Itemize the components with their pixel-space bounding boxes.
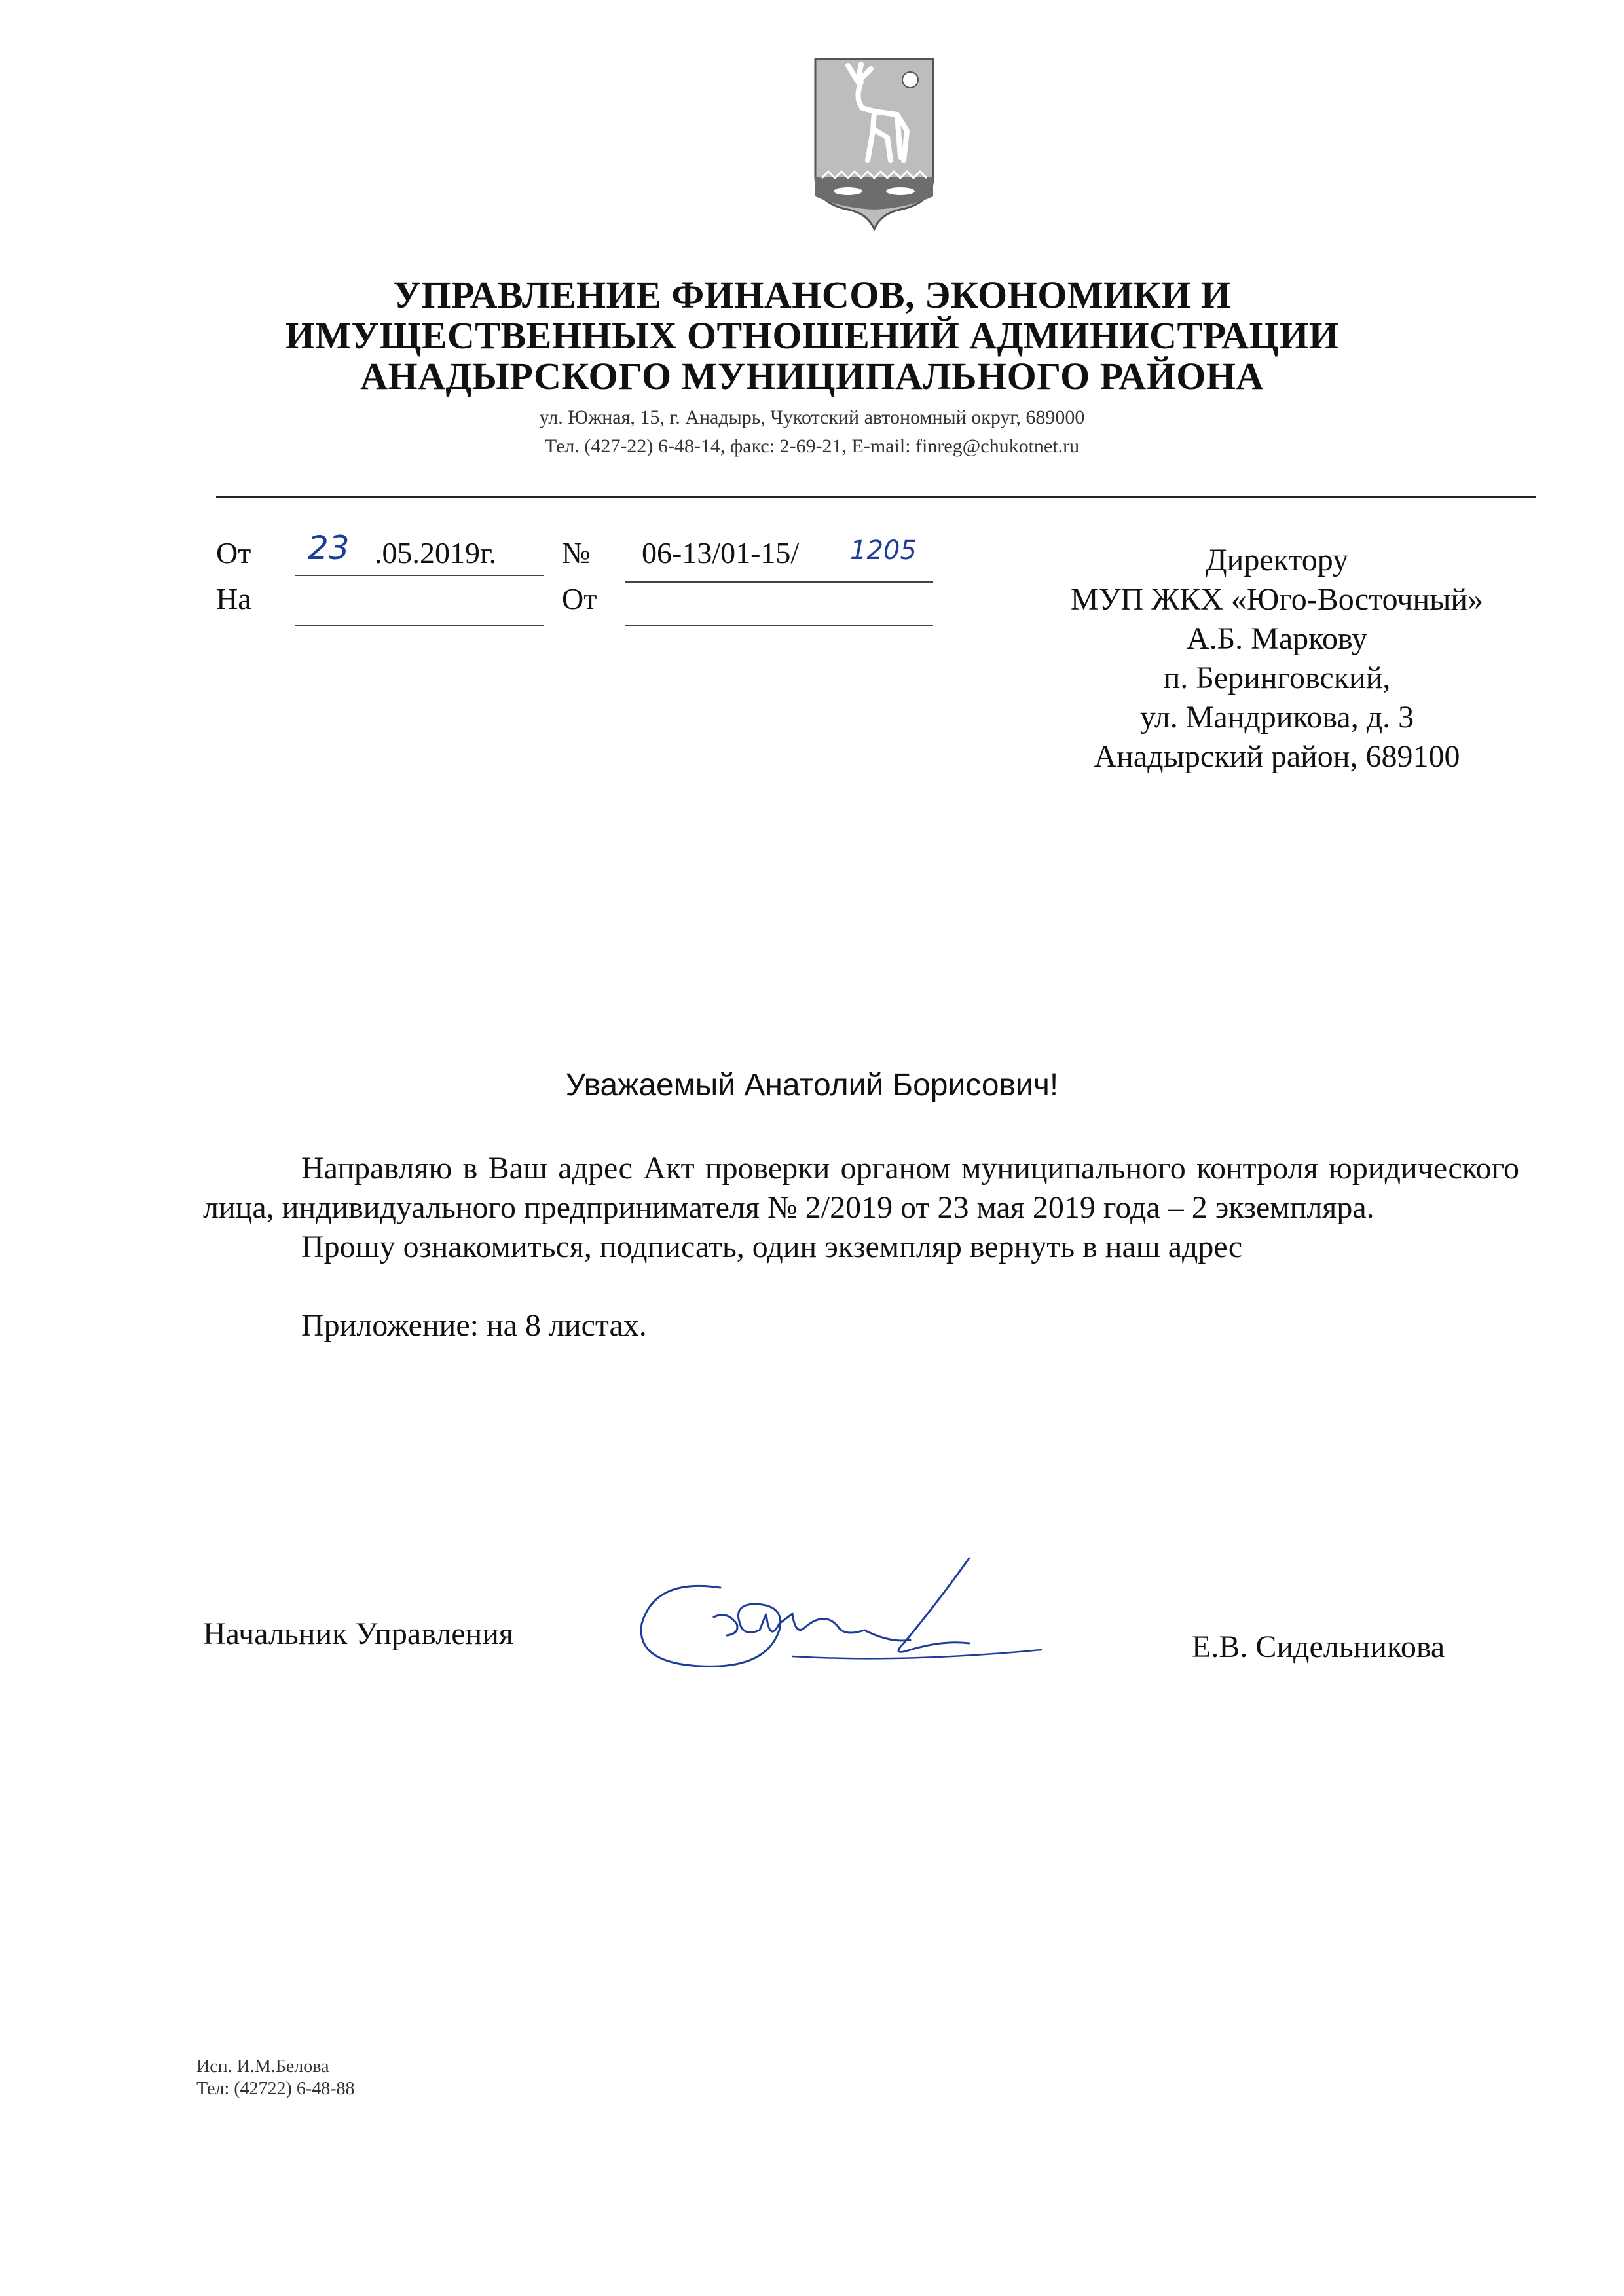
reg-number-printed: 06-13/01-15/	[642, 536, 800, 570]
reg-from-line-2	[625, 625, 933, 626]
recipient-line-4: п. Беринговский,	[1163, 661, 1391, 695]
handwritten-signature	[629, 1552, 1048, 1702]
reg-from-label-2: От	[562, 582, 597, 615]
reg-from-label: От	[216, 536, 251, 570]
body-paragraph-1: Направляю в Ваш адрес Акт проверки органом муниципального контроля юридического лица, индивидуального предпринимателя № 2/2019 от 23 мая 2019 года – 2 экземпляра.	[203, 1151, 1519, 1225]
header-divider	[216, 496, 1536, 498]
reg-date-handwritten: 23	[308, 529, 350, 567]
org-title-line-3: АНАДЫРСКОГО МУНИЦИПАЛЬНОГО РАЙОНА	[360, 355, 1264, 397]
recipient-line-2: МУП ЖКХ «Юго-Восточный»	[1070, 582, 1484, 617]
letter-body	[203, 1149, 1519, 1345]
reg-date-line	[295, 575, 544, 576]
reg-number-handwritten: 1205	[850, 536, 917, 566]
recipient-line-6: Анадырский район, 689100	[1094, 739, 1460, 774]
reg-on-line	[295, 625, 544, 626]
reg-number-label: №	[562, 536, 591, 570]
signatory-name: Е.В. Сидельникова	[1192, 1630, 1445, 1664]
executor-block	[196, 2056, 355, 2100]
reg-number-line	[625, 581, 933, 583]
signatory-position: Начальник Управления	[203, 1616, 513, 1651]
executor-phone: Тел: (42722) 6-48-88	[196, 2079, 355, 2099]
coat-of-arms-emblem	[809, 52, 940, 236]
attachment-note: Приложение: на 8 листах.	[301, 1308, 647, 1343]
org-phone-email: Тел. (427-22) 6-48-14, факс: 2-69-21, E-mail: finreg@chukotnet.ru	[544, 435, 1080, 457]
organization-title	[0, 275, 1624, 397]
greeting: Уважаемый Анатолий Борисович!	[565, 1068, 1059, 1102]
recipient-block	[982, 541, 1572, 776]
executor-name: Исп. И.М.Белова	[196, 2056, 329, 2077]
org-title-line-1: УПРАВЛЕНИЕ ФИНАНСОВ, ЭКОНОМИКИ И	[393, 274, 1231, 316]
org-address: ул. Южная, 15, г. Анадырь, Чукотский автономный округ, 689000	[539, 407, 1085, 428]
body-paragraph-2: Прошу ознакомиться, подписать, один экземпляр вернуть в наш адрес	[301, 1230, 1243, 1264]
reg-date-printed: .05.2019г.	[375, 536, 497, 570]
recipient-line-5: ул. Мандрикова, д. 3	[1139, 700, 1414, 735]
recipient-line-1: Директору	[1205, 543, 1349, 577]
org-title-line-2: ИМУЩЕСТВЕННЫХ ОТНОШЕНИЙ АДМИНИСТРАЦИИ	[285, 314, 1339, 357]
reg-on-label: На	[216, 582, 251, 615]
recipient-line-3: А.Б. Маркову	[1186, 621, 1368, 656]
organization-contacts	[0, 403, 1624, 461]
